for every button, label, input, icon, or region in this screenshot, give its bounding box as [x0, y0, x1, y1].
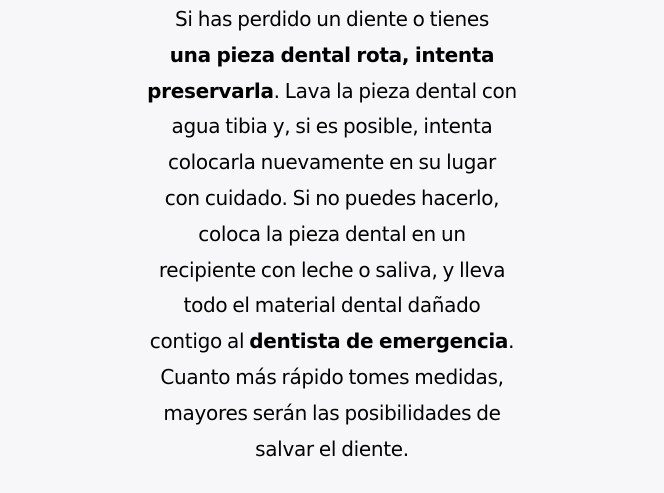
text-line	[0, 324, 664, 360]
text-segment: coloca la pieza dental en un	[198, 221, 466, 246]
text-segment: mayores serán las posibilidades de	[163, 400, 501, 425]
bold-text-segment: dentista de emergencia	[249, 329, 509, 354]
text-segment: salvar el diente.	[255, 436, 409, 461]
text-segment: agua tibia y, si es posible, intenta	[171, 114, 493, 139]
text-segment: con cuidado. Si no puedes hacerlo,	[164, 185, 500, 210]
text-segment: contigo al	[149, 329, 250, 354]
text-segment: Si has perdido un diente o tienes	[175, 7, 489, 31]
text-line	[0, 432, 664, 468]
text-line	[0, 217, 664, 253]
text-line	[0, 145, 664, 181]
text-line	[0, 288, 664, 324]
text-line	[0, 396, 664, 432]
text-segment: colocarla nuevamente en su lugar	[168, 150, 496, 175]
text-segment: Cuanto más rápido tomes medidas,	[160, 364, 504, 389]
text-segment: todo el material dental dañado	[183, 293, 481, 318]
text-line	[0, 38, 664, 74]
text-segment: recipiente con leche o saliva, y lleva	[158, 257, 506, 282]
bold-text-segment: una pieza dental rota, intenta	[169, 42, 495, 67]
text-line	[0, 181, 664, 217]
text-line	[0, 109, 664, 145]
text-line	[0, 253, 664, 289]
text-segment: .	[508, 329, 515, 354]
text-line	[0, 74, 664, 110]
bold-text-segment: preservarla	[147, 78, 274, 103]
text-line	[0, 360, 664, 396]
text-line	[0, 2, 664, 38]
text-segment: . Lava la pieza dental con	[273, 78, 517, 103]
